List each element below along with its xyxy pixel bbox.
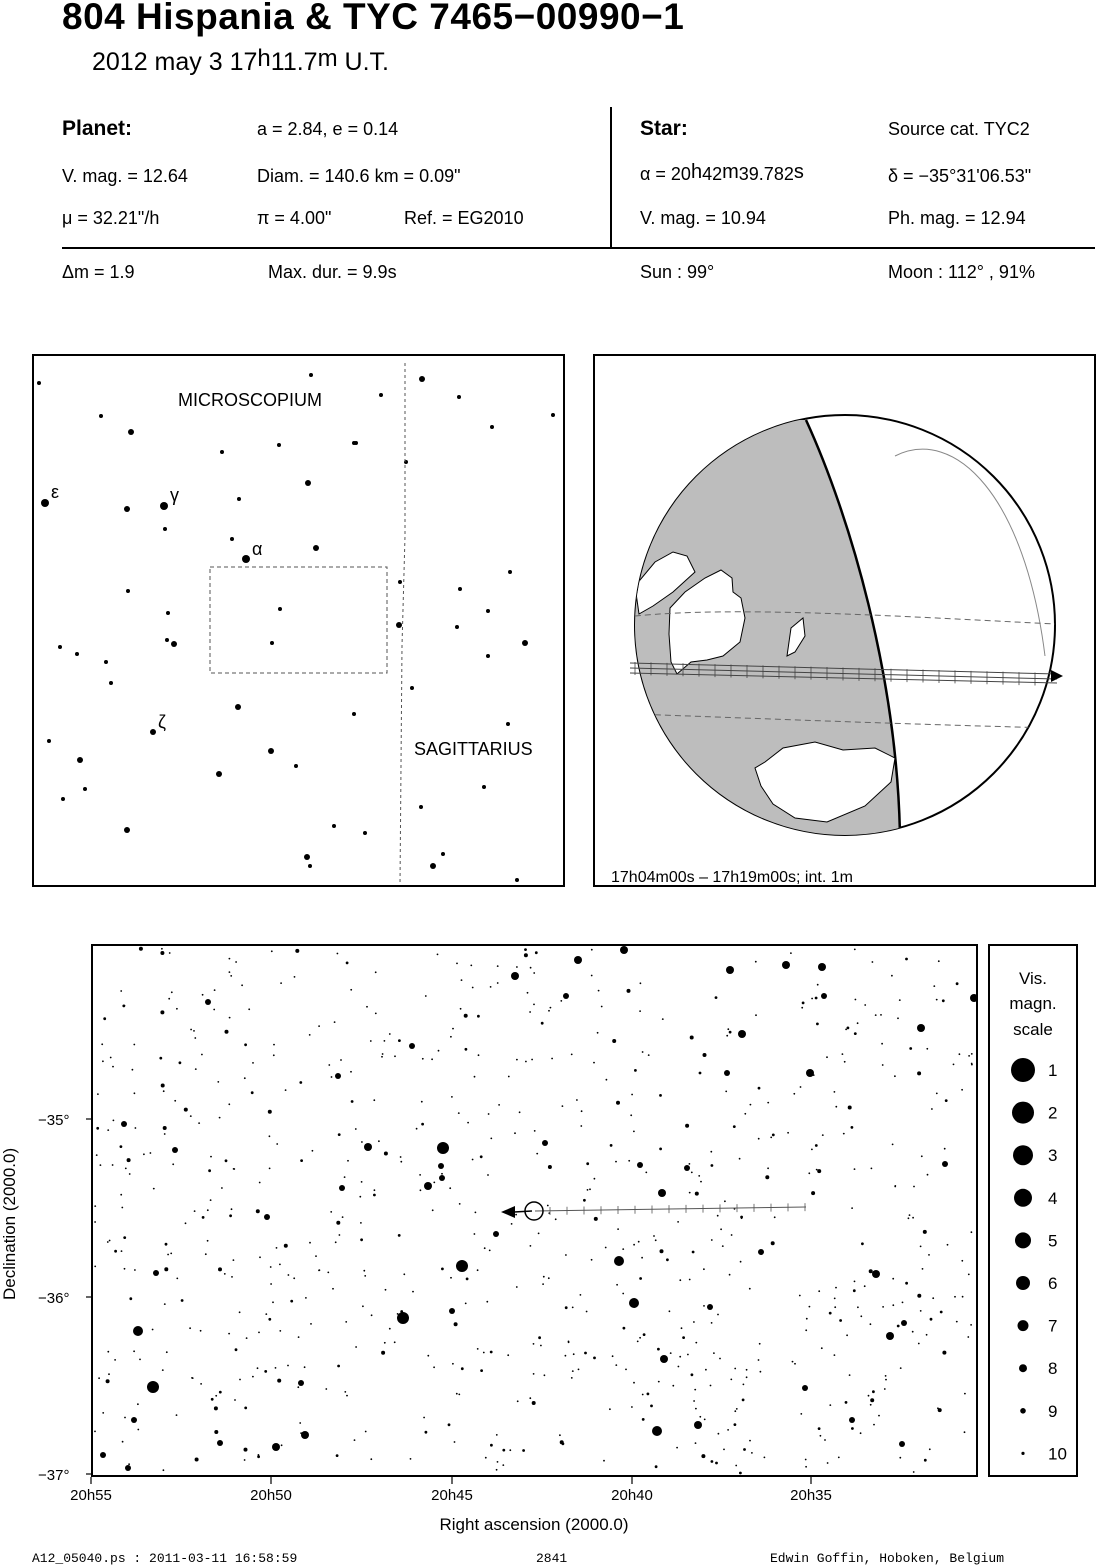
star-right-ascension: $\alpha = 20^h42^m39.782^s$	[640, 161, 804, 184]
star-label-gamma: γ	[170, 485, 179, 505]
planet-heading: Planet:	[62, 117, 133, 140]
star-declination: δ = −35°31'06.53"	[888, 166, 1032, 186]
legend-magnitude-dot	[1011, 1058, 1035, 1082]
finder-star	[104, 660, 108, 664]
legend-magnitude-dot	[1021, 1452, 1024, 1455]
finder-star	[278, 607, 282, 611]
finder-star	[419, 376, 425, 382]
legend-magnitude-label: 8	[1048, 1359, 1058, 1379]
legend-magnitude-label: 9	[1048, 1401, 1058, 1421]
finder-star	[61, 797, 65, 801]
earth-globe	[595, 356, 1094, 885]
finder-star	[430, 863, 436, 869]
star-label-zeta: ζ	[158, 712, 166, 732]
finder-star	[309, 373, 313, 377]
x-tick-label: 20h45	[431, 1487, 473, 1504]
finder-star	[486, 609, 490, 613]
finder-star	[99, 414, 103, 418]
page-title: 804 Hispania & TYC 7465−00990−1	[62, 0, 685, 37]
footer-page-number: 2841	[536, 1551, 568, 1566]
finder-star	[268, 748, 274, 754]
legend-title-line: magn.	[1009, 994, 1057, 1013]
finder-chart-panel	[32, 354, 565, 887]
finder-star	[379, 393, 383, 397]
x-axis	[91, 1477, 811, 1484]
finder-star	[482, 785, 486, 789]
detail-field-box	[210, 567, 387, 673]
finder-star	[242, 555, 250, 563]
legend-magnitude-dot	[1016, 1276, 1030, 1290]
finder-star	[490, 425, 494, 429]
finder-star	[457, 395, 461, 399]
finder-star	[77, 757, 83, 763]
x-tick-label: 20h40	[611, 1487, 653, 1504]
time-interval-caption: 17h04m00s – 17h19m00s; int. 1m	[611, 869, 853, 885]
finder-star	[75, 652, 79, 656]
finder-star	[277, 443, 281, 447]
finder-star	[216, 771, 222, 777]
magnitude-drop: Δm = 1.9	[62, 262, 135, 282]
legend-title-line: scale	[1013, 1020, 1053, 1039]
finder-star	[398, 580, 402, 584]
finder-star	[150, 729, 156, 735]
finder-star	[419, 805, 423, 809]
detail-chart-frame	[91, 944, 978, 1477]
finder-star	[165, 638, 169, 642]
legend-title-line: Vis.	[1018, 969, 1048, 988]
finder-star	[124, 827, 130, 833]
finder-star	[363, 831, 367, 835]
footer-file-info: A12_05040.ps : 2011-03-11 16:58:59	[32, 1551, 298, 1566]
constellation-label-microscopium: MICROSCOPIUM	[178, 390, 322, 410]
y-tick-label: −37°	[38, 1467, 70, 1484]
star-vmag: V. mag. = 10.94	[640, 208, 766, 228]
x-tick-label: 20h35	[790, 1487, 832, 1504]
planet-reference: Ref. = EG2010	[404, 208, 524, 228]
star-heading: Star:	[640, 117, 688, 140]
legend-magnitude-label: 7	[1048, 1316, 1058, 1336]
info-divider	[610, 107, 612, 248]
finder-star	[551, 413, 555, 417]
info-rule	[62, 247, 1095, 249]
legend-magnitude-label: 5	[1048, 1231, 1058, 1251]
finder-star	[506, 722, 510, 726]
planet-parallax: π = 4.00"	[257, 208, 332, 228]
legend-magnitude-label: 1	[1048, 1061, 1058, 1080]
legend-magnitude-dot	[1014, 1189, 1032, 1207]
finder-star	[522, 640, 528, 646]
x-tick-label: 20h50	[250, 1487, 292, 1504]
x-tick-label: 20h55	[70, 1487, 112, 1504]
globe-panel	[593, 354, 1096, 887]
legend-magnitude-label: 4	[1048, 1188, 1058, 1208]
y-axis-label: Declination (2000.0)	[0, 1147, 19, 1300]
legend-magnitude-dot	[1018, 1320, 1029, 1331]
legend-magnitude-label: 2	[1048, 1103, 1058, 1123]
max-duration: Max. dur. = 9.9s	[268, 262, 397, 282]
legend-magnitude-dot	[1020, 1408, 1026, 1414]
shadow-direction-arrow	[1051, 670, 1063, 682]
constellation-label-sagittarius: SAGITTARIUS	[414, 739, 533, 759]
finder-star	[308, 864, 312, 868]
finder-star	[455, 625, 459, 629]
planet-diameter: Diam. = 140.6 km = 0.09"	[257, 166, 461, 186]
finder-star	[515, 878, 519, 882]
legend-magnitude-label: 3	[1048, 1146, 1058, 1166]
finder-star	[332, 824, 336, 828]
legend-magnitude-dot	[1015, 1232, 1031, 1248]
planet-motion: μ = 32.21"/h	[62, 208, 160, 228]
finder-star	[230, 537, 234, 541]
finder-star	[83, 787, 87, 791]
legend-magnitude-dot	[1012, 1102, 1034, 1124]
finder-star	[486, 654, 490, 658]
finder-star	[58, 645, 62, 649]
star-label-epsilon: ε	[51, 482, 60, 502]
finder-star	[109, 681, 113, 685]
finder-star	[237, 497, 241, 501]
finder-star	[160, 502, 168, 510]
finder-star	[163, 527, 167, 531]
moon-elongation: Moon : 112° , 91%	[888, 262, 1035, 282]
magnitude-scale	[990, 946, 1076, 1475]
y-tick-label: −36°	[38, 1290, 70, 1307]
legend-magnitude-dot	[1019, 1364, 1027, 1372]
legend-magnitude-label: 6	[1048, 1274, 1058, 1293]
finder-star	[410, 686, 414, 690]
finder-star	[128, 429, 134, 435]
y-tick-label: −35°	[38, 1112, 70, 1129]
finder-star	[166, 611, 170, 615]
planet-orbit: a = 2.84, e = 0.14	[257, 119, 399, 139]
finder-stars	[37, 373, 555, 885]
star-label-alpha: α	[252, 539, 263, 559]
finder-star	[352, 441, 356, 445]
finder-star	[235, 704, 241, 710]
finder-star	[294, 764, 298, 768]
finder-star	[41, 499, 49, 507]
sun-elongation: Sun : 99°	[640, 262, 715, 282]
finder-star	[47, 739, 51, 743]
legend-items	[1011, 1058, 1067, 1463]
finder-star	[124, 506, 130, 512]
finder-star	[37, 381, 41, 385]
legend-magnitude-dot	[1013, 1145, 1033, 1165]
finder-star	[305, 480, 311, 486]
planet-vmag: V. mag. = 12.64	[62, 166, 188, 186]
x-axis-label: Right ascension (2000.0)	[439, 1515, 629, 1534]
finder-star	[396, 622, 402, 628]
finder-star	[352, 712, 356, 716]
finder-star	[508, 570, 512, 574]
finder-star	[304, 854, 310, 860]
finder-star	[126, 589, 130, 593]
star-phmag: Ph. mag. = 12.94	[888, 208, 1026, 228]
finder-star	[171, 641, 177, 647]
footer-author: Edwin Goffin, Hoboken, Belgium	[770, 1551, 1005, 1566]
finder-star	[313, 545, 319, 551]
finder-star	[220, 450, 224, 454]
event-datetime: 2012 may 3 17$^h$11.7$^m$ U.T.	[92, 45, 389, 76]
finder-chart	[34, 356, 563, 885]
legend-magnitude-label: 10	[1048, 1444, 1067, 1464]
finder-star	[270, 641, 274, 645]
finder-star	[441, 852, 445, 856]
star-source-catalog: Source cat. TYC2	[888, 119, 1030, 139]
magnitude-scale-legend	[988, 944, 1078, 1477]
finder-star	[458, 587, 462, 591]
